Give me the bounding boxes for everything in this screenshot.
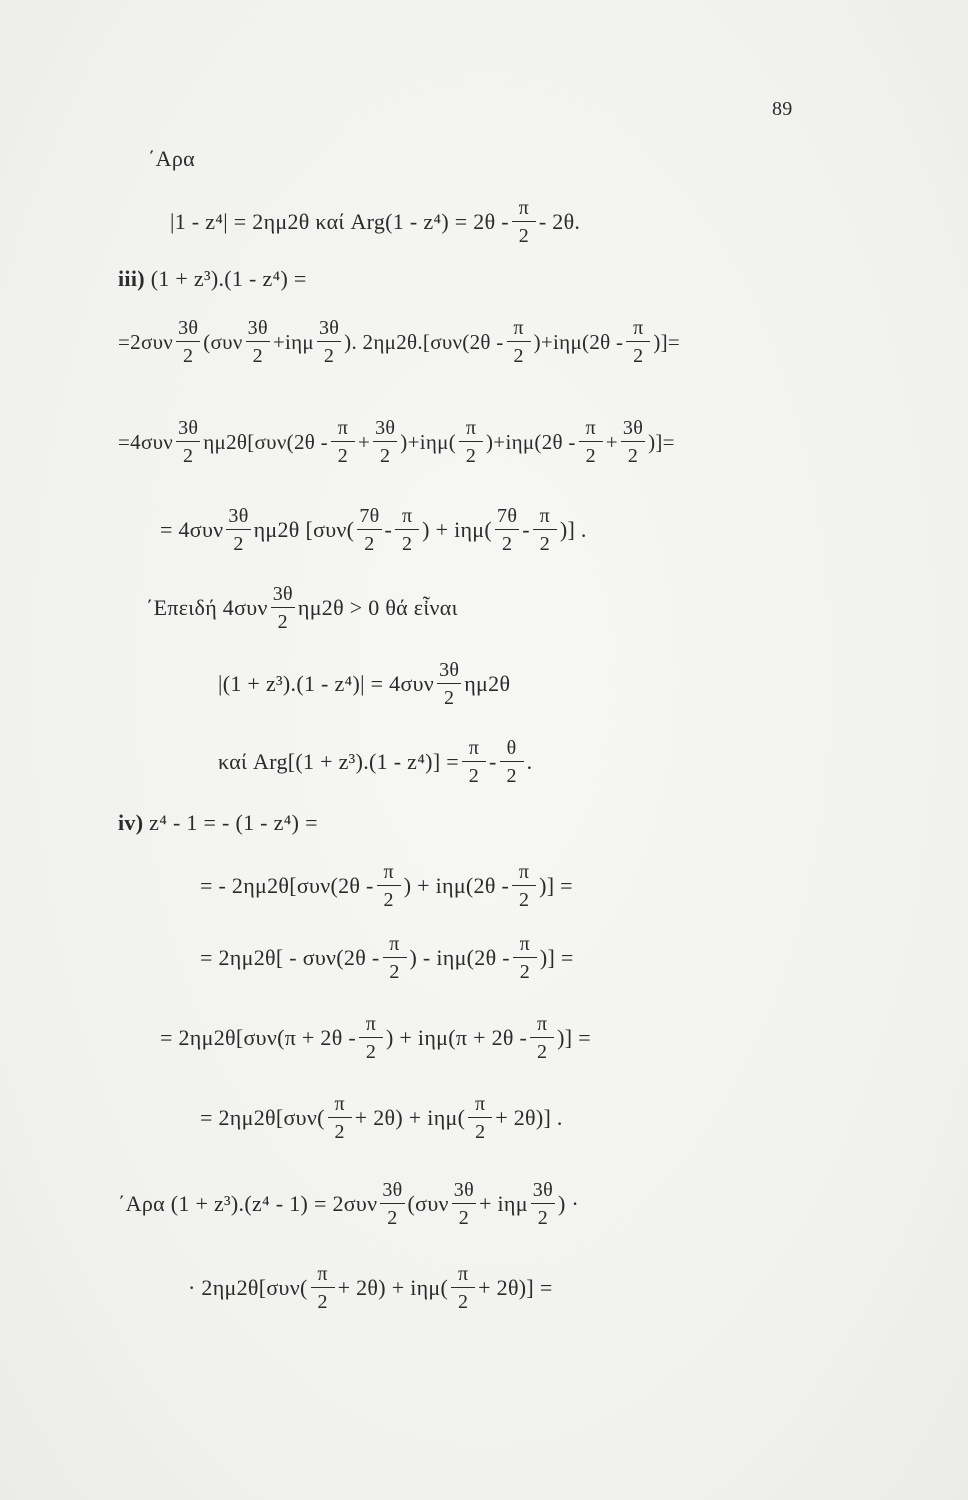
- eq-text: ημ2θ [συν(: [253, 517, 355, 542]
- fraction-denominator: 2: [536, 1041, 548, 1063]
- fraction-numerator: π: [383, 861, 394, 883]
- fraction-numerator: 3θ: [247, 317, 268, 339]
- fraction-denominator: 2: [458, 1291, 469, 1313]
- fraction: [311, 1264, 335, 1312]
- eq-text: ) + iημ(π + 2θ -: [385, 1025, 528, 1050]
- fraction: [373, 418, 397, 466]
- eq-text: + 2θ)] .: [495, 1105, 563, 1130]
- fraction: [452, 1180, 476, 1228]
- eq-text: ημ2θ: [464, 671, 511, 696]
- fraction-numerator: π: [475, 1093, 486, 1115]
- fraction-denominator: 2: [513, 345, 524, 367]
- fraction-numerator: π: [518, 861, 530, 883]
- eq-text: ) + iημ(: [422, 517, 493, 542]
- eq-text: |1 - z⁴| = 2ημ2θ καί Arg(1 - z⁴) = 2θ -: [170, 209, 509, 234]
- fraction: [512, 862, 536, 910]
- eq-text: καί Arg[(1 + z³).(1 - z⁴)] =: [218, 749, 459, 774]
- fraction-denominator: 2: [506, 765, 517, 787]
- equation-line-iii: [118, 266, 307, 292]
- eq-text: + 2θ) + iημ(: [337, 1275, 449, 1300]
- page-number: [772, 98, 793, 121]
- fraction: [513, 934, 537, 982]
- eq-text: )] .: [559, 517, 587, 542]
- equation-line-6: [218, 660, 510, 708]
- fraction-numerator: 3θ: [622, 417, 644, 439]
- fraction-numerator: 3θ: [272, 583, 293, 605]
- eq-text: = 2ημ2θ[συν(: [200, 1105, 325, 1130]
- fraction-numerator: 3θ: [532, 1179, 553, 1201]
- fraction-denominator: 2: [365, 1041, 377, 1063]
- eq-text: )] =: [539, 873, 573, 898]
- fraction-denominator: 2: [389, 961, 400, 983]
- fraction: [530, 1014, 554, 1062]
- fraction: [331, 418, 355, 466]
- fraction-denominator: 2: [518, 889, 530, 911]
- fraction-numerator: 3θ: [228, 505, 249, 527]
- fraction-denominator: 2: [518, 225, 530, 247]
- fraction: [383, 934, 407, 982]
- eq-text: ημ2θ > 0 θά εἶναι: [297, 595, 458, 620]
- fraction-numerator: 3θ: [439, 659, 460, 681]
- fraction: [468, 1094, 492, 1142]
- equation-line-1: [170, 198, 580, 246]
- fraction-denominator: 2: [627, 445, 639, 467]
- fraction: [176, 318, 200, 366]
- eq-text: =4συν: [118, 429, 174, 454]
- fraction-denominator: 2: [364, 533, 375, 555]
- fraction-numerator: π: [518, 197, 530, 219]
- eq-text: z⁴ - 1 = - (1 - z⁴) =: [149, 810, 318, 835]
- fraction-denominator: 2: [233, 533, 244, 555]
- fraction-numerator: π: [317, 1263, 328, 1285]
- fraction-denominator: 2: [539, 533, 550, 555]
- eq-text: ημ2θ[συν(2θ -: [203, 429, 328, 454]
- fraction: [531, 1180, 555, 1228]
- fraction-numerator: π: [513, 317, 524, 339]
- fraction: [246, 318, 270, 366]
- fraction: [459, 418, 483, 466]
- equation-line-4: [160, 506, 587, 554]
- fraction-denominator: 2: [633, 345, 644, 367]
- fraction-denominator: 2: [585, 445, 596, 467]
- eq-text: - 2θ.: [538, 209, 581, 234]
- fraction-denominator: 2: [183, 345, 194, 367]
- eq-text: ). 2ημ2θ.[συν(2θ -: [344, 329, 504, 354]
- fraction-denominator: 2: [444, 687, 455, 709]
- fraction-numerator: 3θ: [178, 317, 199, 339]
- fraction-numerator: π: [401, 505, 413, 527]
- fraction: [495, 506, 519, 554]
- fraction-numerator: θ: [506, 737, 517, 759]
- fraction: [317, 318, 341, 366]
- equation-line-12: [118, 1180, 579, 1228]
- fraction: [328, 1094, 352, 1142]
- eq-text: = 4συν: [160, 517, 224, 542]
- fraction-numerator: π: [365, 1013, 377, 1035]
- fraction-denominator: 2: [334, 1121, 345, 1143]
- eq-text: )]=: [653, 329, 681, 354]
- equation-line-3: [118, 418, 675, 466]
- eq-text: +: [357, 429, 371, 454]
- eq-text: ΄Επειδή 4συν: [146, 595, 268, 620]
- fraction-denominator: 2: [252, 345, 263, 367]
- equation-line-7: [218, 738, 532, 786]
- fraction-numerator: π: [468, 737, 480, 759]
- fraction-denominator: 2: [323, 345, 335, 367]
- fraction: [359, 1014, 383, 1062]
- fraction-numerator: π: [389, 933, 400, 955]
- fraction-denominator: 2: [337, 445, 349, 467]
- fraction-denominator: 2: [465, 445, 477, 467]
- fraction-denominator: 2: [387, 1207, 398, 1229]
- fraction-numerator: π: [536, 1013, 548, 1035]
- eq-text: + 2θ)] =: [478, 1275, 553, 1300]
- eq-text: .: [526, 749, 533, 774]
- fraction-denominator: 2: [383, 889, 394, 911]
- heading-ara: [148, 146, 195, 172]
- fraction-numerator: π: [465, 417, 477, 439]
- page-number-text: 89: [772, 98, 793, 120]
- eq-text: =2συν: [118, 329, 174, 354]
- fraction-numerator: π: [457, 1263, 469, 1285]
- item-label: iii): [118, 266, 145, 291]
- eq-text: )] =: [557, 1025, 591, 1050]
- equation-line-11: [200, 1094, 563, 1142]
- fraction-numerator: 7θ: [497, 505, 518, 527]
- fraction-denominator: 2: [501, 533, 513, 555]
- fraction: [380, 1180, 404, 1228]
- equation-line-5: [146, 584, 458, 632]
- fraction-numerator: π: [519, 933, 531, 955]
- eq-text: (συν: [203, 329, 243, 354]
- eq-text: +: [605, 429, 618, 454]
- fraction-numerator: 3θ: [178, 417, 199, 439]
- fraction: [512, 198, 536, 246]
- equation-line-9: [200, 934, 574, 982]
- eq-text: ) - iημ(2θ -: [409, 945, 510, 970]
- eq-text: |(1 + z³).(1 - z⁴)| = 4συν: [218, 671, 435, 696]
- heading-ara-text: ΄Αρα: [148, 146, 195, 171]
- fraction: [533, 506, 557, 554]
- fraction-denominator: 2: [519, 961, 531, 983]
- fraction-numerator: 3θ: [318, 317, 340, 339]
- fraction-denominator: 2: [468, 765, 480, 787]
- fraction-denominator: 2: [380, 445, 391, 467]
- fraction-denominator: 2: [537, 1207, 549, 1229]
- fraction: [626, 318, 650, 366]
- eq-text: ΄Αρα (1 + z³).(z⁴ - 1) = 2συν: [118, 1191, 378, 1216]
- eq-text: )] =: [539, 945, 574, 970]
- fraction: [437, 660, 461, 708]
- eq-text: )]=: [648, 429, 675, 454]
- eq-text: (1 + z³).(1 - z⁴) =: [150, 266, 307, 291]
- eq-text: (συν: [407, 1191, 449, 1216]
- fraction-numerator: π: [539, 505, 551, 527]
- eq-text: ) ·: [557, 1191, 580, 1216]
- fraction: [176, 418, 200, 466]
- eq-text: + iημ: [478, 1191, 528, 1216]
- fraction-denominator: 2: [401, 533, 413, 555]
- eq-text: = 2ημ2θ[ - συν(2θ -: [200, 945, 380, 970]
- equation-line-8: [200, 862, 573, 910]
- fraction-numerator: 7θ: [359, 505, 380, 527]
- fraction-numerator: π: [633, 317, 644, 339]
- fraction-numerator: π: [585, 417, 596, 439]
- eq-text: +iημ: [272, 329, 314, 354]
- eq-text: = 2ημ2θ[συν(π + 2θ -: [160, 1025, 356, 1050]
- fraction: [621, 418, 645, 466]
- fraction: [451, 1264, 475, 1312]
- eq-text: · 2ημ2θ[συν(: [188, 1275, 308, 1300]
- fraction-numerator: π: [337, 417, 349, 439]
- equation-line-2: [118, 318, 680, 366]
- fraction: [500, 738, 524, 786]
- fraction: [271, 584, 295, 632]
- equation-line-iv: [118, 810, 318, 836]
- fraction: [395, 506, 419, 554]
- fraction-numerator: 3θ: [375, 417, 396, 439]
- item-label: iv): [118, 810, 144, 835]
- eq-text: + 2θ) + iημ(: [354, 1105, 466, 1130]
- eq-text: -: [488, 749, 497, 774]
- eq-text: )+iημ(2θ -: [486, 429, 576, 454]
- fraction-denominator: 2: [458, 1207, 470, 1229]
- fraction: [357, 506, 381, 554]
- fraction: [377, 862, 401, 910]
- fraction-denominator: 2: [183, 445, 194, 467]
- fraction: [507, 318, 531, 366]
- fraction-numerator: π: [334, 1093, 345, 1115]
- equation-line-13: [188, 1264, 553, 1312]
- fraction-denominator: 2: [475, 1121, 486, 1143]
- fraction: [462, 738, 486, 786]
- eq-text: )+iημ(2θ -: [533, 329, 624, 354]
- fraction-numerator: 3θ: [453, 1179, 474, 1201]
- eq-text: -: [522, 517, 530, 542]
- fraction-numerator: 3θ: [382, 1179, 403, 1201]
- eq-text: = - 2ημ2θ[συν(2θ -: [200, 873, 374, 898]
- fraction-denominator: 2: [317, 1291, 328, 1313]
- fraction: [579, 418, 603, 466]
- fraction-denominator: 2: [277, 611, 288, 633]
- eq-text: -: [384, 517, 393, 542]
- equation-line-10: [160, 1014, 591, 1062]
- eq-text: ) + iημ(2θ -: [403, 873, 510, 898]
- eq-text: )+iημ(: [400, 429, 457, 454]
- fraction: [226, 506, 250, 554]
